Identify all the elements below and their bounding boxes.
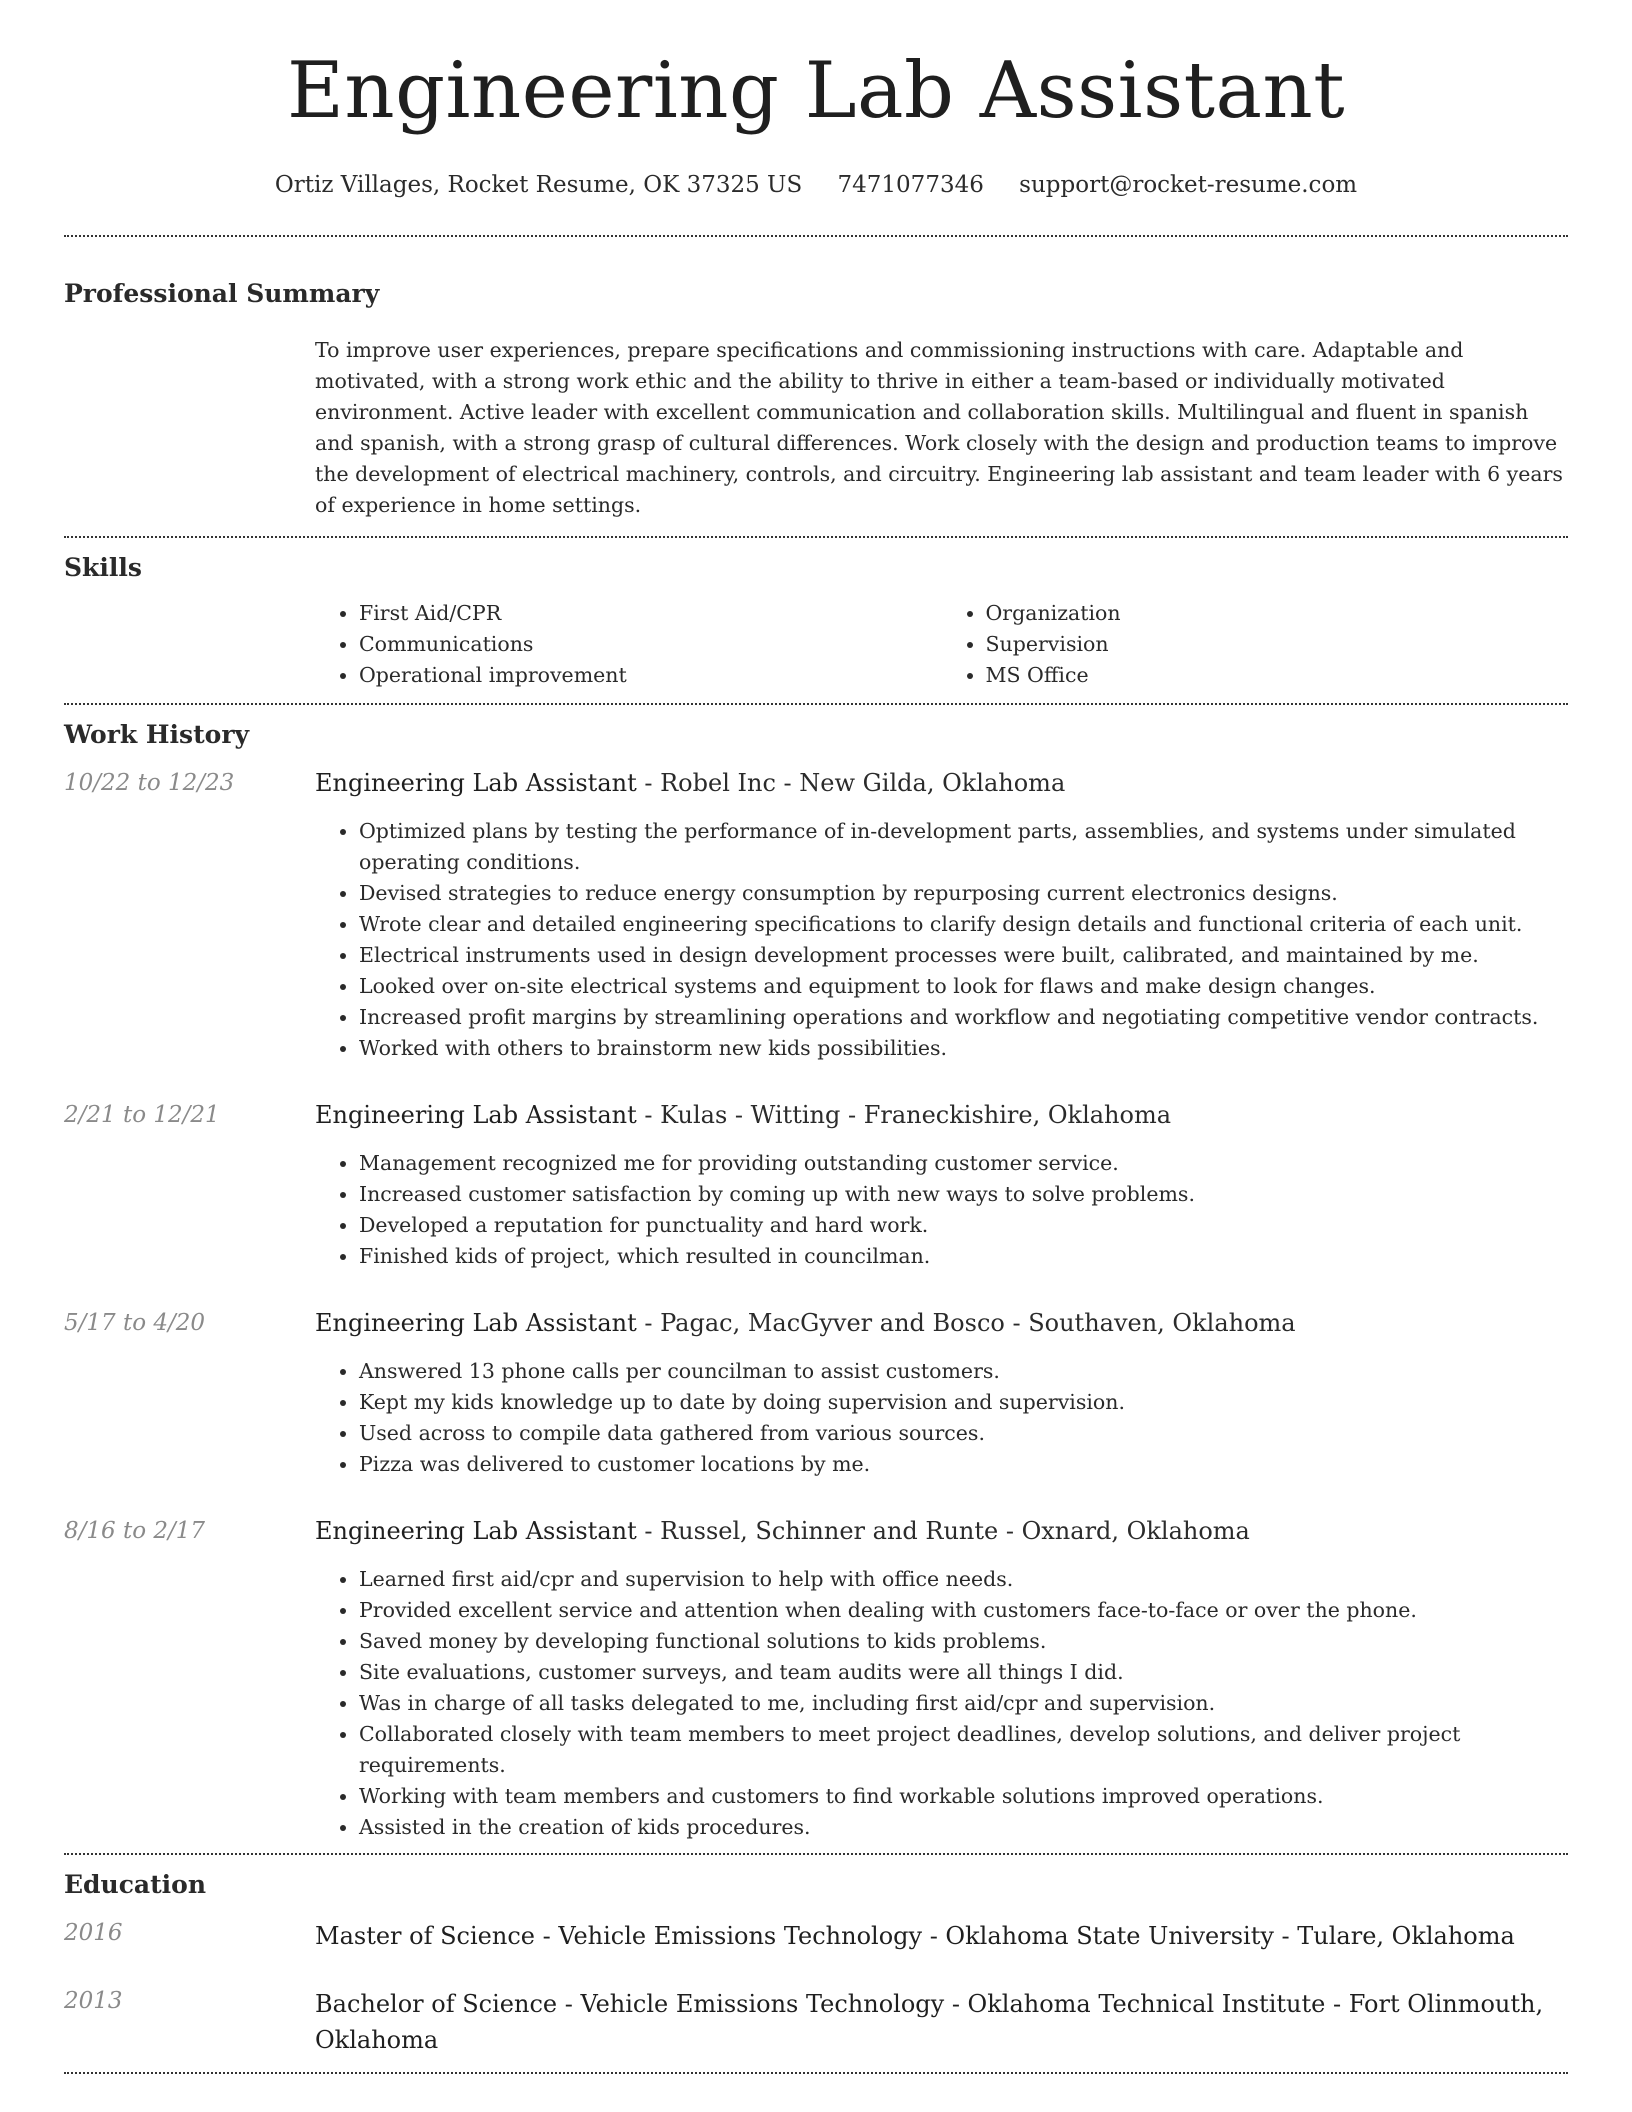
job-bullets	[315, 1356, 1568, 1480]
contact-phone: 7471077346	[837, 172, 984, 198]
summary-section	[64, 281, 1568, 521]
skill-item: • Communications	[359, 629, 942, 660]
section-divider	[64, 703, 1568, 705]
job-dates: 10/22 to 12/23	[64, 770, 235, 796]
job-heading: Engineering Lab Assistant - Robel Inc - New Gilda, Oklahoma	[315, 769, 1066, 797]
job-bullet: • Answered 13 phone calls per councilman to assist customers.	[359, 1356, 1568, 1387]
education-details: Master of Science - Vehicle Emissions Technology - Oklahoma State University - Tulare, Oklahoma	[315, 1922, 1515, 1950]
job-bullet: • Electrical instruments used in design development processes were built, calibrated, and maintained by me.	[359, 940, 1568, 971]
job-entry	[64, 1516, 1568, 1843]
job-bullet: • Management recognized me for providing outstanding customer service.	[359, 1148, 1568, 1179]
job-bullet: • Wrote clear and detailed engineering specifications to clarify design details and functional criteria of each unit.	[359, 909, 1568, 940]
education-entry	[64, 1918, 1568, 1954]
skill-item: • Organization	[986, 598, 1569, 629]
job-heading: Engineering Lab Assistant - Russel, Schinner and Runte - Oxnard, Oklahoma	[315, 1517, 1250, 1545]
skills-section	[64, 555, 1568, 691]
job-bullet: • Worked with others to brainstorm new kids possibilities.	[359, 1033, 1568, 1064]
work-history-heading: Work History	[64, 720, 250, 749]
job-entry	[64, 1100, 1568, 1272]
work-history-section	[64, 722, 1568, 1843]
skill-item: • Supervision	[986, 629, 1569, 660]
section-divider	[64, 2072, 1568, 2074]
contact-line	[64, 174, 1568, 197]
job-bullet: • Collaborated closely with team members to meet project deadlines, develop solutions, and deliver project requirements.	[359, 1719, 1568, 1781]
job-bullet: • Increased profit margins by streamlining operations and workflow and negotiating competitive vendor contracts.	[359, 1002, 1568, 1033]
job-heading: Engineering Lab Assistant - Kulas - Witting - Franeckishire, Oklahoma	[315, 1101, 1172, 1129]
job-position: Engineering Lab Assistant	[315, 1517, 637, 1545]
education-entry	[64, 1986, 1568, 2058]
job-bullet: • Optimized plans by testing the performance of in-development parts, assemblies, and systems under simulated operating conditions.	[359, 816, 1568, 878]
job-position: Engineering Lab Assistant	[315, 769, 637, 797]
summary-heading: Professional Summary	[64, 279, 380, 308]
candidate-name: Engineering Lab Assistant	[286, 46, 1346, 136]
skills-list-left	[315, 598, 942, 691]
job-dates: 2/21 to 12/21	[64, 1102, 220, 1128]
contact-address: Ortiz Villages, Rocket Resume, OK 37325 US	[274, 172, 803, 198]
job-bullets	[315, 1564, 1568, 1843]
skill-item: • MS Office	[986, 660, 1569, 691]
section-divider	[64, 536, 1568, 538]
job-bullet: • Devised strategies to reduce energy consumption by repurposing current electronics designs.	[359, 878, 1568, 909]
job-details: Russel, Schinner and Runte - Oxnard, Oklahoma	[660, 1517, 1250, 1545]
job-bullet: • Provided excellent service and attention when dealing with customers face-to-face or over the phone.	[359, 1595, 1568, 1626]
summary-text: To improve user experiences, prepare specifications and commissioning instructions with care. Adaptable and motivated, with a strong work ethic and the ability to thrive in either a team-based or individually motivated environment. Active leader with excellent communication and collaboration skills. Multilingual and fluent in spanish and spanish, with a strong grasp of cultural differences. Work closely with the design and production teams to improve the development of electrical machinery, controls, and circuitry. Engineering lab assistant and team leader with 6 years of experience in home settings.	[315, 338, 1563, 517]
job-details: Pagac, MacGyver and Bosco - Southaven, Oklahoma	[660, 1309, 1296, 1337]
job-bullet: • Pizza was delivered to customer locations by me.	[359, 1449, 1568, 1480]
education-year: 2016	[64, 1920, 123, 1946]
job-bullets	[315, 816, 1568, 1064]
job-bullet: • Assisted in the creation of kids procedures.	[359, 1812, 1568, 1843]
skill-item: • First Aid/CPR	[359, 598, 942, 629]
job-bullet: • Was in charge of all tasks delegated to me, including first aid/cpr and supervision.	[359, 1688, 1568, 1719]
contact-email: support@rocket-resume.com	[1019, 172, 1358, 198]
skills-heading: Skills	[64, 553, 142, 582]
education-year: 2013	[64, 1988, 123, 2014]
job-entry	[64, 1308, 1568, 1480]
job-details: Kulas - Witting - Franeckishire, Oklahoma	[660, 1101, 1172, 1129]
section-divider	[64, 1853, 1568, 1855]
job-bullet: • Working with team members and customers to find workable solutions improved operations.	[359, 1781, 1568, 1812]
resume-header	[64, 0, 1568, 197]
job-bullet: • Developed a reputation for punctuality and hard work.	[359, 1210, 1568, 1241]
job-bullet: • Increased customer satisfaction by coming up with new ways to solve problems.	[359, 1179, 1568, 1210]
education-heading: Education	[64, 1870, 207, 1899]
job-position: Engineering Lab Assistant	[315, 1309, 637, 1337]
job-dates: 8/16 to 2/17	[64, 1518, 206, 1544]
job-bullet: • Kept my kids knowledge up to date by doing supervision and supervision.	[359, 1387, 1568, 1418]
job-details: Robel Inc - New Gilda, Oklahoma	[660, 769, 1066, 797]
job-bullets	[315, 1148, 1568, 1272]
job-heading: Engineering Lab Assistant - Pagac, MacGyver and Bosco - Southaven, Oklahoma	[315, 1309, 1296, 1337]
job-bullet: • Site evaluations, customer surveys, and team audits were all things I did.	[359, 1657, 1568, 1688]
job-bullet: • Finished kids of project, which resulted in councilman.	[359, 1241, 1568, 1272]
job-bullet: • Learned first aid/cpr and supervision to help with office needs.	[359, 1564, 1568, 1595]
job-position: Engineering Lab Assistant	[315, 1101, 637, 1129]
education-details: Bachelor of Science - Vehicle Emissions Technology - Oklahoma Technical Institute - Fort Olinmouth, Oklahoma	[315, 1990, 1544, 2054]
skills-list-right	[942, 598, 1569, 691]
job-dates: 5/17 to 4/20	[64, 1310, 206, 1336]
job-entry	[64, 768, 1568, 1064]
section-divider	[64, 235, 1568, 237]
job-bullet: • Saved money by developing functional solutions to kids problems.	[359, 1626, 1568, 1657]
job-bullet: • Looked over on-site electrical systems and equipment to look for flaws and make design changes.	[359, 971, 1568, 1002]
skill-item: • Operational improvement	[359, 660, 942, 691]
education-section	[64, 1872, 1568, 2058]
job-bullet: • Used across to compile data gathered from various sources.	[359, 1418, 1568, 1449]
